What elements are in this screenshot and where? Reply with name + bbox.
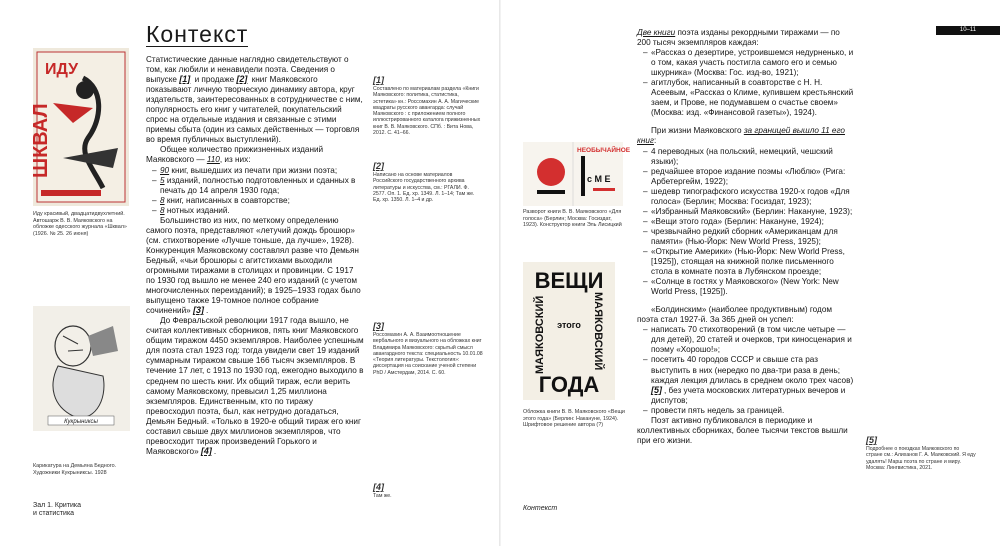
foreign-book-item: – чрезвычайно редкий сборник «Американцам для памяти» (Нью-Йорк: New World Press, 1925);	[637, 227, 855, 247]
year-1927-item: – провести пять недель за границей.	[637, 406, 855, 416]
page-number-badge: 10–11	[936, 26, 1000, 35]
count-list-item: – 8 книг, написанных в соавторстве;	[146, 196, 364, 206]
right-paragraph-1: Две книги поэта изданы рекордными тиражами — по 200 тысяч экземпляров каждая:	[637, 28, 840, 48]
count-list-item: – 8 нотных изданий.	[146, 206, 364, 216]
foreign-book-item: – шедевр типографского искусства 1920-х годов «Для голоса» (Берлин; Москва: Госиздат, 1923);	[637, 187, 855, 207]
veshchi-cover-art	[523, 262, 615, 400]
shkval-caption: Иду красивый, двадцатидвухлетний. Автошарж В. В. Маяковского на обложке одесского журнала «Шквал» (1926. № 25. 26 июня)	[33, 211, 127, 237]
veshchi-cover-mid: этого	[557, 320, 581, 330]
dlya-golosa-art	[523, 142, 631, 206]
footnote-ref-1[interactable]: [1]	[179, 74, 191, 85]
footnote-1: [1] Составлено по материалам раздела «Книги Маяковского: политика, статистика, эстетика» кн.: Россомахин А. А. Магические квадраты русского авангарда: случай Маяковского : с приложением полного иллюстрированного каталога прижизненных книг В. В. Маяковского. СПб. : Вита Нова, 2012. С. 41–66.	[373, 75, 481, 137]
cartoon-image	[33, 306, 130, 431]
footnote-5: [5] Подробнее о поездках Маяковского по стране см.: Алиханов Г. А. Маяковский. Я еду удалять! Марш поэта по стране и миру. Москва: Лингвистика, 2021.	[866, 435, 976, 471]
dlya-golosa-cover-letters: с М Е	[587, 174, 611, 184]
foreign-book-item: – «Открытие Америки» (Нью-Йорк: New World Press, [1925]), стоящая на книжной полке письменного стола в комнате поэта в Лубянском проезде;	[637, 247, 855, 277]
shkval-cover-art	[30, 48, 129, 206]
cartoon-caption: Карикатура на Демьяна Бедного. Художники Кукрыниксы. 1928	[33, 463, 117, 476]
left-paragraph-2: Общее количество прижизненных изданий Маяковского — 110, из них:	[146, 145, 324, 165]
left-paragraph-3: Большинство из них, по меткому определению самого поэта, представляют «летучий дождь брошюр» (см. стихотворение «Лучше тоньше, да лучше», 1928). Конкуренция Маяковскому составлял разве что Демьян Бедный, «чьи брошюры с агитстихами выходили огромными тиражами в столицах и провинции. С 1917 по 1930 год вышло не менее 240 его изданий (с учетом многочисленных переизданий); в 1925–1933 годах было выпущено также 19-томное полное собрание сочинений» [3] .	[146, 215, 361, 316]
foreign-book-item: – «Избранный Маяковский» (Берлин: Накануне, 1923);	[637, 207, 855, 217]
right-main-column	[637, 28, 855, 446]
footer-right: Контекст	[523, 505, 558, 512]
foreign-book-item: – «Солнце в гостях у Маяковского» (New York: New World Press, [1925]).	[637, 277, 855, 297]
veshchi-cover-bottom: ГОДА	[538, 372, 600, 397]
dlya-golosa-caption: Разворот книги В. В. Маяковского «Для голоса» (Берлин; Москва: Госиздат, 1923). Конструктор книги Эль Лисицкий	[523, 209, 622, 229]
left-paragraph-1: Статистические данные наглядно свидетельствуют о том, как любили и ненавидели поэта. Сведения о выпуске [1] и продаже [2] книг Маяковского показывают личную творческую динамику автора, круг издательств, заинтересованных в сотрудничестве с ним, популярность его книг у читателей, покупательский спрос на отдельные издания и связанные с этими приемы сбыта (один из самых действенных — торговля во время публичных выступлений).	[146, 55, 363, 145]
dlya-golosa-cover-text: НЕОБЫЧАЙНОЕ	[577, 147, 631, 154]
right-paragraph-3: «Болдинским» (наиболее продуктивным) годом поэта стал 1927-й. За 365 дней он успел:	[637, 305, 833, 325]
book-gutter	[499, 0, 501, 546]
right-paragraph-4: Поэт активно публиковался в периодике и коллективных сборниках, более тысячи текстов вышли при его жизни.	[637, 415, 848, 445]
foreign-book-item: – 4 переводных (на польский, немецкий, чешский языки);	[637, 147, 855, 167]
footnote-ref-2[interactable]: [2]	[236, 74, 248, 85]
footnote-ref-3[interactable]: [3]	[192, 305, 204, 316]
left-paragraph-4: До Февральской революции 1917 года вышло, не считая коллективных сборников, пять книг Маяковского общим тиражом 4450 экземпляров. Наиболее успешным для поэта стал 1923 год: тогда увидели свет 19 изданий суммарным тиражом свыше 166 тысяч экземпляров. В течение 17 лет, с 1913 по 1930 год, ежегодно выходило в среднем по шесть книг. Их общий тираж, если верить самому Маяковскому, превысил 1,25 миллиона экземпляров. Единственным, кто по тиражу превосходил поэта, был, как нетрудно догадаться, Демьян Бедный. «Только в 1920-е общий тираж его книг составил свыше двух миллионов экземпляров, что превосходит тираж произведений Горького и Маяковского» [4] .	[146, 316, 364, 456]
year-1927-item: – написать 70 стихотворений (в том числе четыре — для детей), 20 статей и очерков, три киносценария и поэму «Хорошо!»;	[637, 325, 855, 355]
record-book-item: – агитлубок, написанный в соавторстве с Н. Н. Асеевым, «Рассказ о Климе, купившем крестьянский заем, и Прове, не подумавшем о счастье своем» (Москва: изд. «Финансовой газеты»), 1924).	[637, 78, 855, 118]
cartoon-art	[33, 306, 130, 431]
veshchi-caption: Обложка книги В. В. Маяковского «Вещи этого года» (Берлин: Накануне, 1924). Шрифтовое решение автора (?)	[523, 409, 625, 429]
shkval-cover-image	[30, 48, 129, 206]
shkval-main-text: ШКВАЛ	[30, 103, 52, 178]
left-main-column	[146, 55, 364, 457]
footnote-ref-5[interactable]: [5]	[651, 384, 662, 395]
veshchi-cover-top: ВЕЩИ	[534, 268, 604, 293]
footnote-2: [2] Написано на основе материалов Российского государственного архива литературы и искусства, см.: РГАЛИ. Ф. 2577. Оп. 1. Ед. хр. 1349. Л. 1–14; Там же. Ед. хр. 1350. Л. 1–4 и др.	[373, 161, 475, 204]
year-1927-item: – посетить 40 городов СССР и свыше ста раз выступить в них (нередко по два-три раза в день; каждая лекция длилась в среднем около трех часов) [5] , без учета московских литературных вечеров и диспутов;	[637, 355, 855, 405]
foreign-book-item: – «Вещи этого года» (Берлин: Накануне, 1924);	[637, 217, 855, 227]
cartoon-label: Кукрыниксы	[64, 419, 98, 425]
page-title: Контекст	[146, 21, 249, 47]
right-paragraph-2: При жизни Маяковского за границей вышло 11 его книг:	[637, 126, 845, 146]
footnote-ref-4[interactable]: [4]	[200, 445, 212, 456]
record-book-item: – «Рассказ о дезертире, устроившемся недурненько, и о том, какая участь постигла самого его и семью шкурника» (Москва: Гос. изд-во, 1921);	[637, 48, 855, 78]
veshchi-cover-image	[523, 262, 615, 400]
count-list-item: – 90 книг, вышедших из печати при жизни поэта;	[146, 166, 364, 176]
footer-left: Зал 1. Критика и статистика	[33, 502, 82, 517]
foreign-book-item: – редчайшее второе издание поэмы «Люблю» (Рига: Арбетергейм, 1922);	[637, 167, 855, 187]
footnote-4: [4] Там же.	[373, 482, 392, 499]
shkval-top-text: ИДУ	[45, 61, 79, 78]
count-list-item: – 5 изданий, полностью подготовленных и сданных в печать до 14 апреля 1930 года;	[146, 176, 364, 196]
footnote-3: [3] Россомахин А. А. Взаимоотношение вербального и визуального на обложках книг Владимира Маяковского: скрытый смысл авангардного текста: специальность 10.01.08 «Теория литературы. Текстология»: диссертация на соискание ученой степени PhD / Амстердам, 2014. С. 60.	[373, 321, 483, 376]
dlya-golosa-spread-image	[523, 142, 631, 206]
veshchi-cover-right: МАЯКОВСКИЙ	[592, 292, 604, 371]
veshchi-cover-left: МАЯКОВСКИЙ	[534, 295, 546, 374]
